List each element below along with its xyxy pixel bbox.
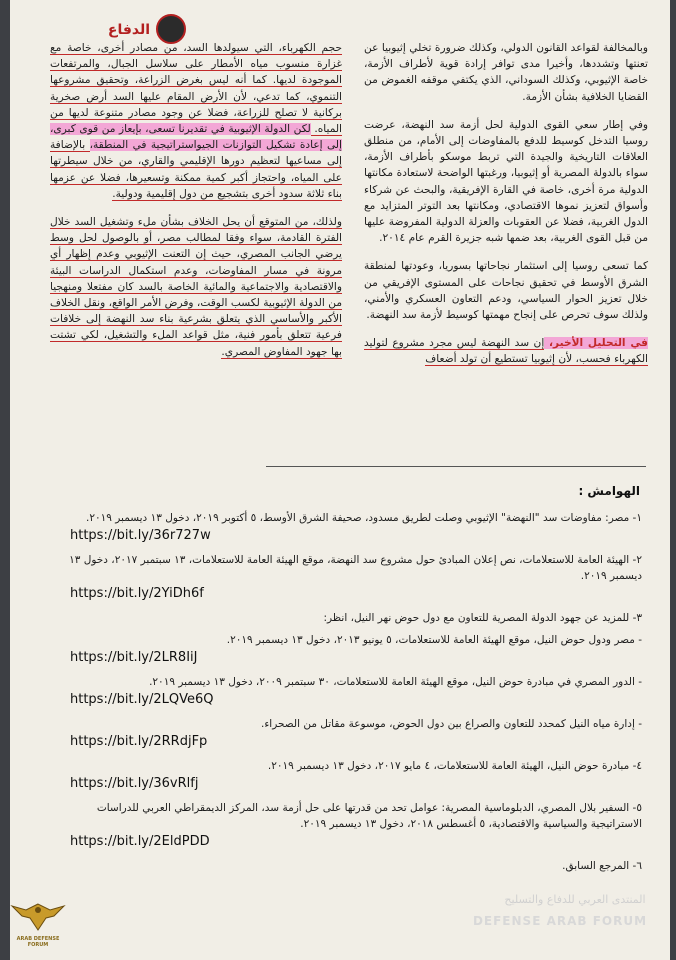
paragraph xyxy=(364,117,648,247)
footnote-item xyxy=(50,858,650,874)
footnote-text: ٤- مبادرة حوض النيل، الهيئة العامة للاستعلامات، ٤ مايو ٢٠١٧، دخول ١٣ ديسمبر ٢٠١٩. xyxy=(267,760,642,772)
underlined-text: إن سد النهضة ليس مجرد مشروع لتوليد الكهرباء فحسب، لأن إثيوبيا تستطيع أن تولد أضعاف xyxy=(364,337,648,366)
footnote-item xyxy=(50,610,650,626)
paragraph xyxy=(50,40,342,202)
footnote-text: ٦- المرجع السابق. xyxy=(562,860,642,872)
footnote-text: - إدارة مياه النيل كمحدد للتعاون والصراع بين دول الحوض، موسوعة مقاتل من الصحراء. xyxy=(261,718,642,730)
watermark-english: DEFENSE ARAB FORUM xyxy=(472,914,648,928)
watermark-arabic: المنتدى العربي للدفاع والتسليح xyxy=(504,893,646,906)
left-text-column xyxy=(50,40,342,372)
footnote-text: ١- مصر: مفاوضات سد "النهضة" الإثيوبي وصلت لطريق مسدود، صحيفة الشرق الأوسط، ٥ أكتوبر ٢٠١٩، دخول ١٣ ديسمبر ٢٠١٩. xyxy=(85,512,642,524)
paragraph xyxy=(50,214,342,360)
footnote-link[interactable]: https://bit.ly/36r727w xyxy=(70,528,211,543)
underlined-text: بالإضافة إلى مساعيها لتعظيم دورها الإقليمي والقاري، من خلال سيطرتها على المياه، واحتجاز أكبر كمية ممكنة وتسعيرها، فضلا عن عزمها بناء ثلاثة سدود أخرى بتشجيع من دول إقليمية ودولية. xyxy=(50,139,342,200)
paragraph xyxy=(364,40,648,105)
footnote-text: - الدور المصري في مبادرة حوض النيل، موقع الهيئة العامة للاستعلامات، ٣٠ سبتمبر ٢٠٠٩، دخول ١٣ ديسمبر ٢٠١٩. xyxy=(149,676,642,688)
footnote-item xyxy=(50,632,650,668)
footnote-link[interactable]: https://bit.ly/2RRdjFp xyxy=(70,734,208,749)
footnote-link[interactable]: https://bit.ly/2YiDh6f xyxy=(70,586,204,601)
footnote-item xyxy=(50,800,650,852)
paragraph-text: وبالمخالفة لقواعد القانون الدولي، وكذلك ضرورة تخلي إثيوبيا عن تعنتها وتشددها، وأخيرا مدى توافر إرادة قوية لأطراف الأزمة، خاصة الإثيوبي، وكذلك السوداني، الذي يكتفي موقفه الغموض من القضايا الخلافية بشأن الأزمة. xyxy=(364,42,648,103)
footnote-link[interactable]: https://bit.ly/2LQVe6Q xyxy=(70,692,214,707)
paragraph-text: كما تسعى روسيا إلى استثمار نجاحاتها بسوريا، وعودتها لمنطقة الشرق الأوسط في تحقيق نجاحات على المستوى الإفريقي من خلال تعزيز الحوار السياسي، ودعم التعاون العسكري والأمني، ولذلك سوف تحرص على إنجاح مهمتها كوسيط لأزمة سد النهضة. xyxy=(364,260,648,322)
footnotes-divider xyxy=(266,466,646,467)
right-text-column xyxy=(364,40,648,380)
footnote-text: ٢- الهيئة العامة للاستعلامات، نص إعلان المبادئ حول مشروع سد النهضة، موقع الهيئة العامة للاستعلامات، ١٣ سبتمبر ٢٠١٧، دخول ١٣ ديسمبر ٢٠١٩. xyxy=(69,554,642,582)
highlighted-text: لكن الدولة الإثيوبية في تقديرنا تسعى، بإيعاز من قوى كبرى، إلى إعادة تشكيل التوازنات الجيواستراتيجية في المنطقة، xyxy=(50,123,342,152)
document-page xyxy=(10,0,670,960)
footnote-item xyxy=(50,674,650,710)
footnotes-list xyxy=(50,510,650,880)
paragraph xyxy=(364,258,648,323)
emblem-title: الدفاع xyxy=(107,22,151,38)
paragraph-text: وفي إطار سعي القوى الدولية لحل أزمة سد النهضة، عرضت روسيا التدخل كوسيط للدفع بالمفاوضات إلى الأمام، من منطلق العلاقات التاريخية والجيدة التي تربط موسكو بأطراف الأزمة، سواء بالدولة المصرية أو إثيوبيا، ورغبتها الواضحة لاستعادة مكانتها الدولية مرة أخرى، خاصة في القارة الإفريقية، والبحث عن شركاء وأسواق لتعزيز نموها الاقتصادي، ومكانتها بعد التوتر المتزايد مع الدول الغربية، فضلا عن العقوبات والعزلة الدولية المفروضة عليها من قبل القوى الغربية، بعد ضمها شبه جزيرة القرم عام ٢٠١٤. xyxy=(364,118,648,245)
footnotes-title: الهوامش : xyxy=(578,484,640,498)
footnote-link[interactable]: https://bit.ly/36vRlfj xyxy=(70,776,199,791)
forum-logo xyxy=(8,896,68,956)
footnote-text: ٥- السفير بلال المصري، الدبلوماسية المصرية: عوامل تحد من قدرتها على حل أزمة سد، المركز الديمقراطي العربي للدراسات الاستراتيجية والسياسية والاقتصادية، ٥ أغسطس ٢٠١٨، دخول ١٣ ديسمبر ٢٠١٩. xyxy=(96,802,642,830)
footnote-text: - مصر ودول حوض النيل، موقع الهيئة العامة للاستعلامات، ٥ يونيو ٢٠١٣، دخول ١٣ ديسمبر ٢٠١٩. xyxy=(226,634,642,646)
footnote-link[interactable]: https://bit.ly/2LR8IiJ xyxy=(70,650,198,665)
footnote-item xyxy=(50,552,650,604)
footnote-link[interactable]: https://bit.ly/2EldPDD xyxy=(70,834,210,849)
footnote-item xyxy=(50,716,650,752)
highlighted-text: في التحليل الأخير، xyxy=(544,337,648,350)
footnote-item xyxy=(50,510,650,546)
underlined-text: حجم الكهرباء، التي سيولدها السد، من مصادر أخرى، خاصة مع غزارة منسوب مياه الأمطار على سلاسل الجبال، والمرتفعات الموجودة لديها. كما أنه ليس بغرض الزراعة، وتحقيق مشروعها التنموي، كما تدعي، لأن الأرض المقام عليها السد أرض صخرية بركانية لا تصلح للزراعة، فضلا عن وجود مصادر متنوعة لديها من المياه. xyxy=(50,42,342,136)
paragraph xyxy=(364,335,648,367)
footnote-text: ٣- للمزيد عن جهود الدولة المصرية للتعاون مع دول حوض نهر النيل، انظر: xyxy=(323,612,642,624)
logo-text: ARAB DEFENSE FORUM xyxy=(16,936,60,948)
eagle-icon xyxy=(8,896,68,936)
underlined-text: ولذلك، من المتوقع أن يحل الخلاف بشأن ملء وتشغيل السد خلال الفترة القادمة، سواء وفقا لمطالب مصر، أو بالوصول لحل وسط يرضي الجانب المصري، حيث إن التعنت الإثيوبي وعدم إظهار أي مرونة في مسار المفاوضات، وعدم استكمال الدراسات البيئة والاقتصادية والاجتماعية والمائية الخاصة بالسد كان مفتعلا ومنهجيا من الدولة الإثيوبية لكسب الوقت، وفرض الأمر الواقع، ونقل الخلاف الأكبر والأساسي الذي يتعلق بشرعية بناء سد النهضة إلى خلافات فرعية تتعلق بأمور فنية، مثل قواعد الملء والتشغيل، لكي تشتت بها جهود المفاوض المصري. xyxy=(50,216,342,358)
footnote-item xyxy=(50,758,650,794)
